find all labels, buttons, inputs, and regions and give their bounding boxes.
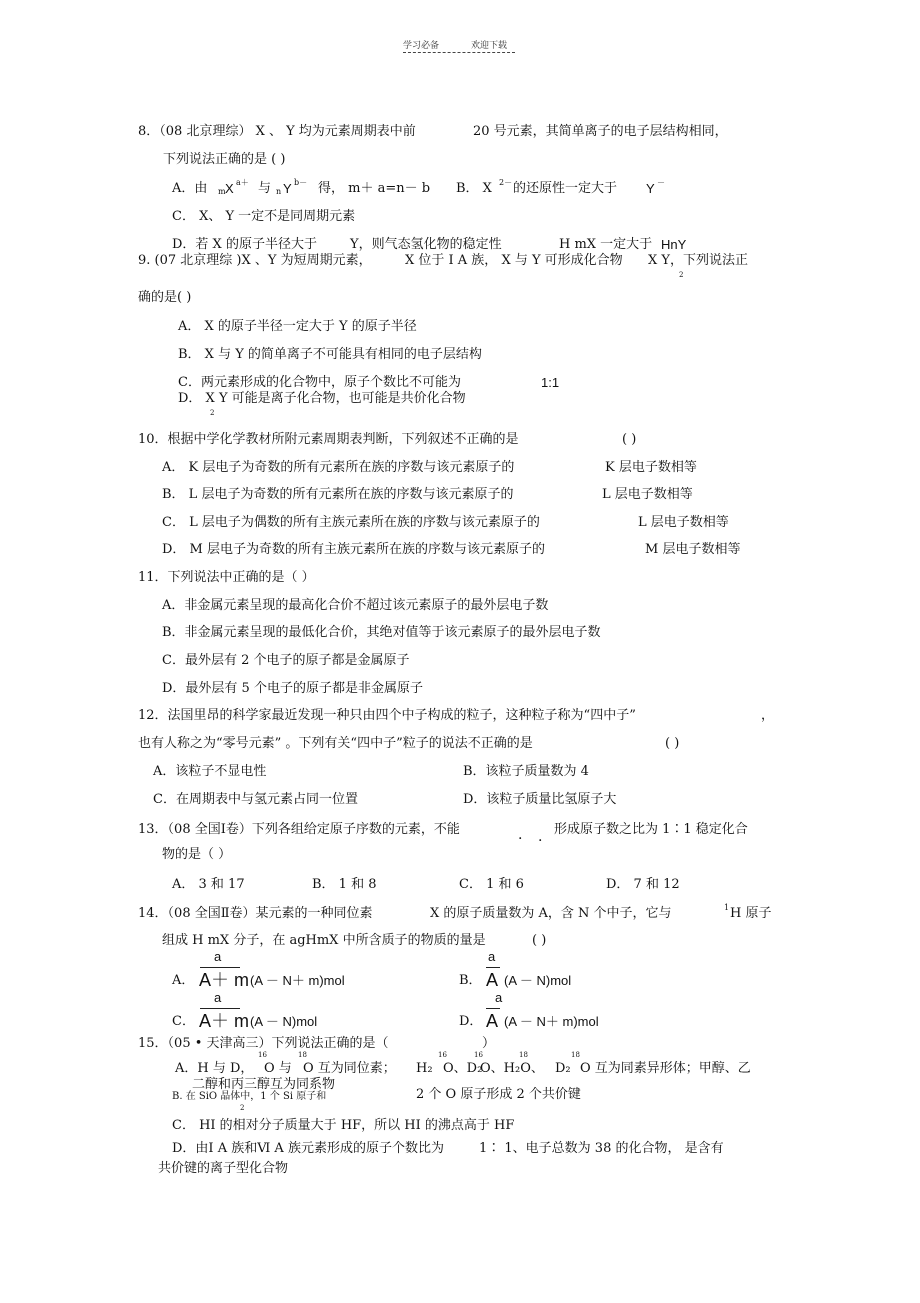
- q11-option-c: C．最外层有 2 个电子的原子都是金属原子: [162, 653, 410, 668]
- q8-option-d-4: HnY: [661, 237, 687, 252]
- q10-option-d-2: M 层电子数相等: [645, 542, 741, 557]
- q15-option-b-2: 2 个 O 原子形成 2 个共价键: [416, 1087, 581, 1102]
- q15-sup-16c: 16: [474, 1051, 483, 1059]
- q9-option-b: B． X 与 Y 的简单离子不可能具有相同的电子层结构: [178, 347, 482, 362]
- q8-a-rest: 得， m＋ a=n－ b: [318, 181, 431, 196]
- q15-option-a-3: O 互为同位素；: [303, 1061, 396, 1076]
- q14-a-fraction-bar: [200, 967, 240, 968]
- q9-line1-sub: 2: [679, 271, 684, 279]
- q10-option-c-1: C． L 层电子为偶数的所有主族元素所在族的序数与该元素原子的: [162, 515, 540, 530]
- q13-option-b: B． 1 和 8: [312, 877, 377, 892]
- q14-sup-1: 1: [724, 903, 730, 912]
- q14-b-fraction-bar: [486, 967, 500, 968]
- q14-a-numerator: a: [214, 949, 222, 964]
- q12-option-d: D．该粒子质量比氢原子大: [463, 792, 617, 807]
- q15-option-a-8: O 互为同素异形体；甲醇、乙: [580, 1061, 751, 1076]
- q14-option-c-label: C．: [172, 1014, 195, 1029]
- q13-option-a: A． 3 和 17: [172, 877, 245, 892]
- header-right: 欢迎下载: [471, 41, 508, 51]
- q15-option-d-2: 1∶ 1、电子总数为 38 的化合物， 是含有: [479, 1141, 724, 1156]
- q14-c-denominator: A＋ m: [199, 1011, 250, 1031]
- q8-a-sup-b: b－: [294, 178, 308, 187]
- q15-option-a-2: O 与: [264, 1061, 292, 1076]
- q8-option-a-label: A．由: [172, 181, 208, 196]
- q14-d-denominator: A: [486, 1011, 499, 1031]
- q13-line1a: 13．（08 全国Ⅰ卷）下列各组给定原子序数的元素，不能: [138, 822, 460, 837]
- q10-option-a-1: A． K 层电子为奇数的所有元素所在族的序数与该元素原子的: [162, 460, 515, 475]
- q9-line2: 确的是( ): [138, 290, 192, 305]
- q14-b-denominator: A: [486, 970, 499, 990]
- q13-option-c: C． 1 和 6: [459, 877, 524, 892]
- q12-paren: ( ): [665, 736, 680, 751]
- q15-line1: 15．（05 • 天津高三）下列说法正确的是（: [138, 1036, 389, 1051]
- q14-b-numerator: a: [488, 949, 496, 964]
- emphasis-dot: .: [538, 829, 543, 845]
- q8-b-sup: 2－: [499, 178, 513, 187]
- q14-d-rest: (A － N＋ m)mol: [504, 1014, 599, 1029]
- q15-option-a-7: D₂: [555, 1061, 571, 1076]
- q14-line1b: X 的原子质量数为 A，含 N 个中子，它与: [430, 906, 672, 921]
- q9-line1c: X Y，下列说法正: [648, 253, 748, 268]
- q14-option-b-label: B．: [459, 973, 482, 988]
- q14-c-rest: (A － N)mol: [250, 1014, 318, 1029]
- q8-a-sub-n: n: [276, 187, 282, 196]
- q14-d-fraction-bar: [486, 1008, 500, 1009]
- q14-a-rest: (A － N＋ m)mol: [250, 973, 345, 988]
- q15-option-a-5: O、D₂: [443, 1061, 483, 1076]
- q8-b-sup2: －: [657, 178, 665, 187]
- q15-option-a-4: H₂: [416, 1061, 433, 1076]
- q15-option-d-3: 共价键的离子型化合物: [158, 1161, 289, 1176]
- q9-option-d-sub: 2: [210, 409, 215, 417]
- header-left: 学习必备: [403, 41, 440, 51]
- q14-option-a-label: A．: [172, 973, 195, 988]
- q14-line1a: 14．（08 全国Ⅱ卷）某元素的一种同位素: [138, 906, 373, 921]
- q15-close: ）: [482, 1036, 496, 1051]
- q15-sup-16b: 16: [438, 1051, 447, 1059]
- q9-option-c-2: 1:1: [541, 375, 560, 390]
- q14-a-denominator: A＋ m: [199, 970, 250, 990]
- q15-option-a-6: O、H₂O、: [480, 1061, 544, 1076]
- q14-line2: 组成 H mX 分子，在 agHmX 中所含质子的物质的量是: [162, 933, 486, 948]
- q8-b-rest: 的还原性一定大于: [513, 181, 618, 196]
- q9-option-a: A． X 的原子半径一定大于 Y 的原子半径: [178, 319, 417, 334]
- q14-c-numerator: a: [214, 990, 222, 1005]
- q15-option-b-sub: 2: [240, 1104, 245, 1112]
- q9-line1b: X 位于 I A 族， X 与 Y 可形成化合物: [405, 253, 623, 268]
- q11-option-d: D．最外层有 5 个电子的原子都是非金属原子: [162, 681, 423, 696]
- q13-line2: 物的是（ ）: [162, 847, 232, 862]
- q10-option-d-1: D． M 层电子为奇数的所有主族元素所在族的序数与该元素原子的: [162, 542, 545, 557]
- q8-line1: 8．（08 北京理综） X 、 Y 均为元素周期表中前: [138, 124, 416, 139]
- q15-sup-16a: 16: [258, 1051, 267, 1059]
- q8-line2: 下列说法正确的是 ( ): [163, 152, 286, 167]
- q9-option-c-1: C．两元素形成的化合物中，原子个数比不可能为: [178, 375, 461, 390]
- header-divider: [403, 52, 515, 53]
- q14-line1c: H 原子: [730, 906, 772, 921]
- q8-b-Y: Y: [646, 181, 655, 196]
- q11-option-a: A．非金属元素呈现的最高化合价不超过该元素原子的最外层电子数: [162, 598, 549, 613]
- q14-d-numerator: a: [495, 990, 503, 1005]
- q15-sup-18b: 18: [519, 1051, 528, 1059]
- q13-option-d: D． 7 和 12: [606, 877, 680, 892]
- q14-b-rest: (A － N)mol: [504, 973, 572, 988]
- q8-option-d-3: H mX 一定大于: [559, 237, 653, 252]
- q8-a-X: X: [225, 181, 234, 196]
- q8-option-b-label: B． X: [456, 181, 492, 196]
- q8-a-sub-m: m: [218, 187, 226, 196]
- q15-sup-18c: 18: [571, 1051, 580, 1059]
- q11-line1: 11．下列说法中正确的是（ ）: [138, 570, 315, 585]
- q8-option-d-1: D．若 X 的原子半径大于: [172, 237, 317, 252]
- q14-paren: ( ): [532, 933, 547, 948]
- emphasis-dot: .: [518, 827, 523, 843]
- q12-option-b: B．该粒子质量数为 4: [463, 764, 589, 779]
- q12-line2: 也有人称之为“零号元素” 。下列有关“四中子”粒子的说法不正确的是: [138, 736, 533, 751]
- q15-option-d-1: D．由Ⅰ A 族和Ⅵ A 族元素形成的原子个数比为: [172, 1141, 444, 1156]
- q10-option-b-1: B． L 层电子为奇数的所有元素所在族的序数与该元素原子的: [162, 487, 514, 502]
- q10-option-a-2: K 层电子数相等: [605, 460, 697, 475]
- q9-line1a: 9. (07 北京理综 )X 、Y 为短周期元素，: [138, 253, 372, 268]
- q8-a-sup-a: a＋: [236, 178, 249, 187]
- q15-option-a-9: 二醇和丙三醇互为同系物: [192, 1077, 336, 1092]
- q8-option-c: C． X、 Y 一定不是同周期元素: [172, 209, 356, 224]
- q11-option-b: B．非金属元素呈现的最低化合价，其绝对值等于该元素原子的最外层电子数: [162, 625, 601, 640]
- q8-a-Y: Y: [283, 181, 292, 196]
- q12-option-c: C．在周期表中与氢元素占同一位置: [153, 792, 358, 807]
- q10-line1: 10．根据中学化学教材所附元素周期表判断，下列叙述不正确的是: [138, 432, 519, 447]
- q8-option-d-2: Y，则气态氢化物的稳定性: [350, 237, 502, 252]
- q10-option-c-2: L 层电子数相等: [638, 515, 729, 530]
- q15-sup-18a: 18: [298, 1051, 307, 1059]
- q15-option-b-1: B. 在 SiO 晶体中，1 个 Si 原子和: [172, 1091, 327, 1102]
- q10-paren: ( ): [622, 432, 637, 447]
- q15-option-c: C． HI 的相对分子质量大于 HF，所以 HI 的沸点高于 HF: [172, 1118, 515, 1133]
- q14-option-d-label: D．: [459, 1014, 483, 1029]
- q14-c-fraction-bar: [200, 1008, 240, 1009]
- q12-comma: ，: [761, 708, 775, 723]
- q8-line1b: 20 号元素，其简单离子的电子层结构相同，: [473, 124, 728, 139]
- q15-option-a-1: A．H 与 D，: [175, 1061, 254, 1076]
- q12-option-a: A．该粒子不显电性: [153, 764, 267, 779]
- q10-option-b-2: L 层电子数相等: [602, 487, 693, 502]
- q12-line1: 12．法国里昂的科学家最近发现一种只由四个中子构成的粒子，这种粒子称为“四中子”: [138, 708, 636, 723]
- q13-line1b: 形成原子数之比为 1∶1 稳定化合: [554, 822, 748, 837]
- q9-option-d: D． X Y 可能是离子化合物，也可能是共价化合物: [178, 391, 466, 406]
- q8-a-with: 与: [258, 181, 272, 196]
